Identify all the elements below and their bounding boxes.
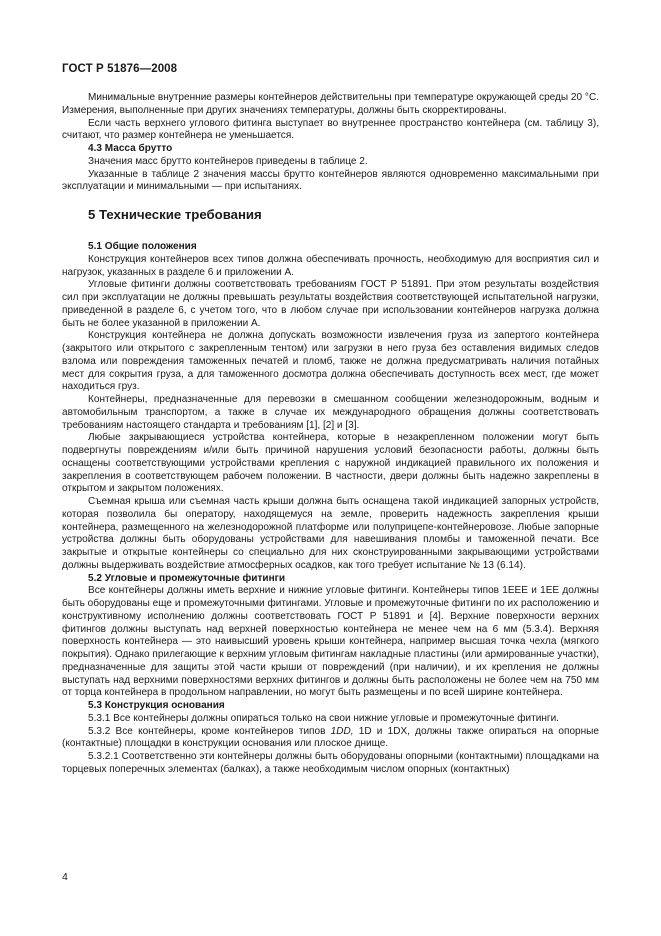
paragraph: Съемная крыша или съемная часть крыши должна быть оснащена такой индикацией запорных устройств, которая позволила бы оператору, находящемуся на земле, проверить надежность закрепления крыши контейнера, размещенного на железнодорожной платформе или полуприцепе-контейнеровозе. Любые запорные устройства должны быть оборудованы устройствами для навешивания пломбы и таможенной печати. Все закрытые и открытые контейнеры со специально для них сконструированными закрывающими устройствами должны выдерживать воздействие атмосферных осадков, как того требует испытание № 13 (6.14). [62, 496, 599, 571]
paragraph: Указанные в таблице 2 значения массы брутто контейнеров являются одновременно максимальными при эксплуатации и минимальными — при испытаниях. [62, 168, 599, 193]
paragraph: Минимальные внутренние размеры контейнеров действительны при температуре окружающей среды 20 °С. Измерения, выполненные при других значениях температуры, должны быть скорректированы. [62, 92, 599, 116]
page-number: 4 [62, 871, 68, 883]
section-heading-5: 5 Технические требования [88, 207, 262, 222]
paragraph: Если часть верхнего углового фитинга выступает во внутреннее пространство контейнера (см. таблицу 3), считают, что размер контейнера не уменьшается. [62, 117, 599, 142]
text-run: 1D и 1DX, должны также опираться на опорные (контактные) площадки в конструкции основания или плоское днище. [62, 725, 599, 750]
standard-header: ГОСТ Р 51876—2008 [62, 63, 178, 75]
text-run: 5.3.2 Все контейнеры, кроме контейнеров типов [88, 725, 331, 737]
page-body [62, 92, 599, 777]
paragraph: Любые закрывающиеся устройства контейнера, которые в незакрепленном положении могут быть подвергнуты повреждениям и/или быть причиной нарушения условий безопасности работы, должны быть оснащены соответствующими устройствами крепления с наружной индикацией правильного их положения и закрепления в соответствующем рабочем положении. В частности, двери должны быть надежно закреплены в открытом и закрытом положениях. [62, 432, 599, 495]
paragraph: Конструкция контейнеров всех типов должна обеспечивать прочность, необходимую для восприятия сил и нагрузок, указанных в разделе 6 и приложении А. [62, 253, 599, 278]
subsection-heading-4-3: 4.3 Масса брутто [88, 143, 173, 154]
text-run-italic: 1DD, [330, 725, 354, 737]
subsection-heading-5-2: 5.2 Угловые и промежуточные фитинги [88, 572, 286, 584]
paragraph: 5.3.1 Все контейнеры должны опираться только на свои нижние угловые и промежуточные фитинги. [88, 712, 559, 724]
paragraph: Контейнеры, предназначенные для перевозки в смешанном сообщении железнодорожным, водным и автомобильным транспортом, а также в случае их международного обращения должны соответствовать требованиям настоящего стандарта и требованиям [1], [2] и [3]. [62, 394, 599, 431]
paragraph: Конструкция контейнера не должна допускать возможности извлечения груза из запертого контейнера (закрытого или открытого с закрепленным тентом) или загрузки в него груза без оставления видимых следов взлома или повреждения таможенных печатей и пломб, также не должна предусматривать наличия потайных мест для сокрытия груза, а для таможенного досмотра должна обеспечивать доступность всех мест, где может находиться груз. [62, 330, 599, 393]
paragraph: Значения масс брутто контейнеров приведены в таблице 2. [88, 155, 368, 167]
paragraph [62, 726, 599, 752]
subsection-heading-5-1: 5.1 Общие положения [88, 241, 197, 252]
paragraph: 5.3.2.1 Соответственно эти контейнеры должны быть оборудованы опорными (контактными) площадками на торцевых поперечных элементах (балках), а также необходимым числом опорных (контактных) [62, 751, 599, 775]
paragraph: Все контейнеры должны иметь верхние и нижние угловые фитинги. Контейнеры типов 1ЕЕЕ и 1ЕЕ должны быть оборудованы еще и промежуточными фитингами. Угловые и промежуточные фитинги по их расположению и конструктивному исполнению должны соответствовать ГОСТ Р 51891 и [4]. Верхние поверхности верхних фитингов должны выступать над верхней поверхностью контейнера не менее чем на 6 мм (5.3.4). Верхняя поверхность контейнера — это наивысший уровень крыши контейнера, например высшая точка чехла (мягкого покрытия). Однако прилегающие к верхним угловым фитингам накладные пластины (или армированные участки), предназначенные для защиты этой части крыши от повреждений (при наличии), и их крепления не должны выступать над верхними поверхностями верхних фитингов и должны быть расположены не более чем на 750 мм от торца контейнера в продольном направлении, но могут быть размещены и по всей ширине контейнера. [62, 585, 599, 699]
subsection-heading-5-3: 5.3 Конструкция основания [88, 700, 225, 711]
paragraph: Угловые фитинги должны соответствовать требованиям ГОСТ Р 51891. При этом результаты воздействия сил при эксплуатации не должны превышать результаты воздействия соответствующей испытательной нагрузки, приведенной в разделе 6, с учетом того, что в любом случае при использовании контейнеров нагрузка должна быть не более указанной в приложении А. [62, 279, 599, 329]
